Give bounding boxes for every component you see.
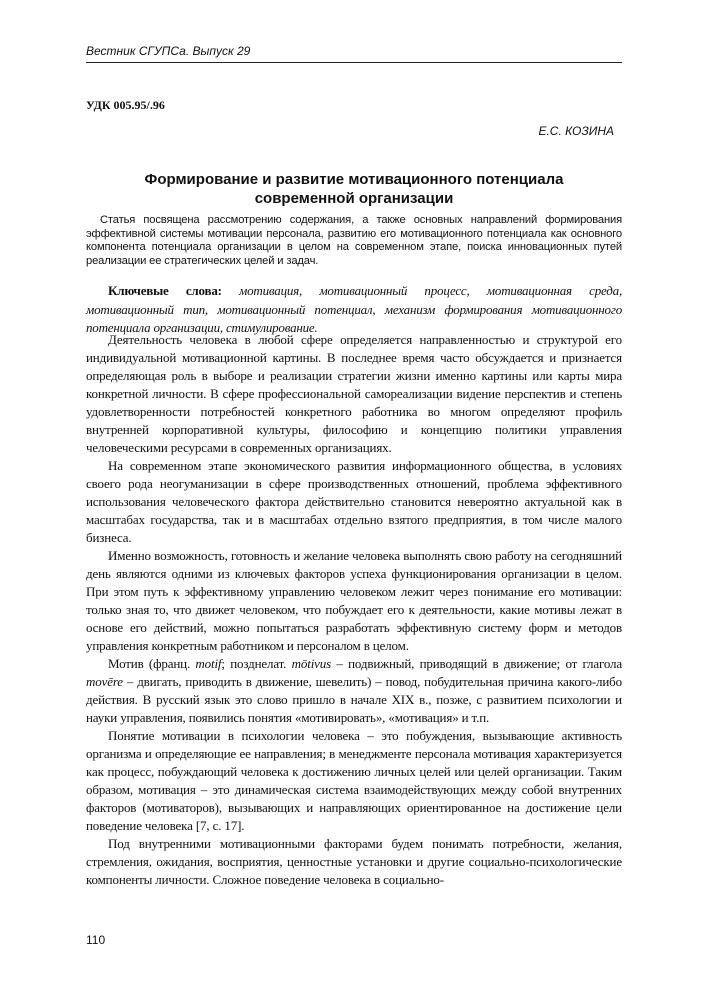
author-name: Е.С. КОЗИНА [538,124,614,138]
article-title-line-1: Формирование и развитие мотивационного потенциала [144,171,564,188]
body-paragraph-5: Понятие мотивации в психологии человека – это побуждения, вызывающие активность организма и определяющие ее направления; в менеджменте персонала мотивация характеризуется как процесс, побуждающий человека к достижению личных целей или целей организации. Таким образом, мотивация – это динамическая система взаимодействующих между собой внутренних факторов (мотиваторов), вызывающих и направляющих ориентированное на достижение цели поведение человека [7, с. 17]. [86,728,622,833]
p4-text-e: – подвижный, приводящий в движение; от глагола [331,656,622,671]
article-title-line-2: современной организации [254,190,454,207]
p4-text-g: – двигать, приводить в движение, шевелить) – повод, побудительная причина какого-либо действия. В русский язык это слово пришло в начале XIX в., позже, с развитием психологии и науки управления, появились понятия «мотивировать», «мотивация» и т.п. [86,674,622,725]
body-paragraph-2: На современном этапе экономического развития информационного общества, в условиях своего рода неогуманизации в сфере производственных отношений, проблема эффективного использования человеческого фактора действительно становится невероятно актуальной как в масштабах государства, так и в масштабах отдельно взятого предприятия, в том числе малого бизнеса. [86,458,622,545]
keywords [86,282,622,338]
header-rule [86,62,622,63]
p4-term-motivus: mōtivus [291,656,332,671]
article-body [86,331,622,889]
abstract: Статья посвящена рассмотрению содержания, а также основных направлений формирования эффективной системы мотивации персонала, развитию его мотивационного потенциала как основного компонента потенциала организации в целом на современном этапе, поиска инновационных путей реализации ее стратегических целей и задач. [86,214,622,267]
p4-text-a: Мотив (франц. [108,656,196,671]
p4-term-movere: movēre [86,674,123,689]
running-header: Вестник СГУПСа. Выпуск 29 [86,44,251,58]
body-paragraph-6: Под внутренними мотивационными факторами будем понимать потребности, желания, стремления, ожидания, восприятия, ценностные установки и другие социально-психологические компоненты личности. Сложное поведение человека в социально- [86,836,622,887]
keywords-list: мотивация, мотивационный процесс, мотивационная среда, мотивационный тип, мотивационный потенциал, механизм формирования мотивационного потенциала организации, стимулирование. [86,283,622,335]
body-paragraph-4 [86,655,622,727]
keywords-label: Ключевые слова: [108,283,222,298]
body-paragraph-3: Именно возможность, готовность и желание человека выполнять свою работу на сегодняшний день являются одними из ключевых факторов успеха функционирования организации в целом. При этом путь к эффективному управлению человеком лежит через понимание его мотивации: только зная то, что движет человеком, что побуждает его к деятельности, какие мотивы лежат в основе его действий, можно попытаться разработать эффективную систему форм и методов управления конкретным работником и персоналом в целом. [86,548,622,653]
body-paragraph-1: Деятельность человека в любой сфере определяется направленностью и структурой его индивидуальной мотивационной картины. В последнее время часто обсуждается и признается определяющая роль в выборе и реализации стратегии жизни именно картины или карты мира конкретной личности. В сфере профессиональной самореализации видение перспектив и степень удовлетворенности потребностей конкретного работника во многом определяют профиль внутренней корпоративной культуры, философию и концепцию политики управления человеческими ресурсами в современных организациях. [86,332,622,455]
page-number: 110 [86,933,106,947]
p4-term-motif: motif [195,656,222,671]
p4-text-c: ; позднелат. [221,656,292,671]
article-title [86,170,622,208]
udc-code: УДК 005.95/.96 [86,98,165,112]
